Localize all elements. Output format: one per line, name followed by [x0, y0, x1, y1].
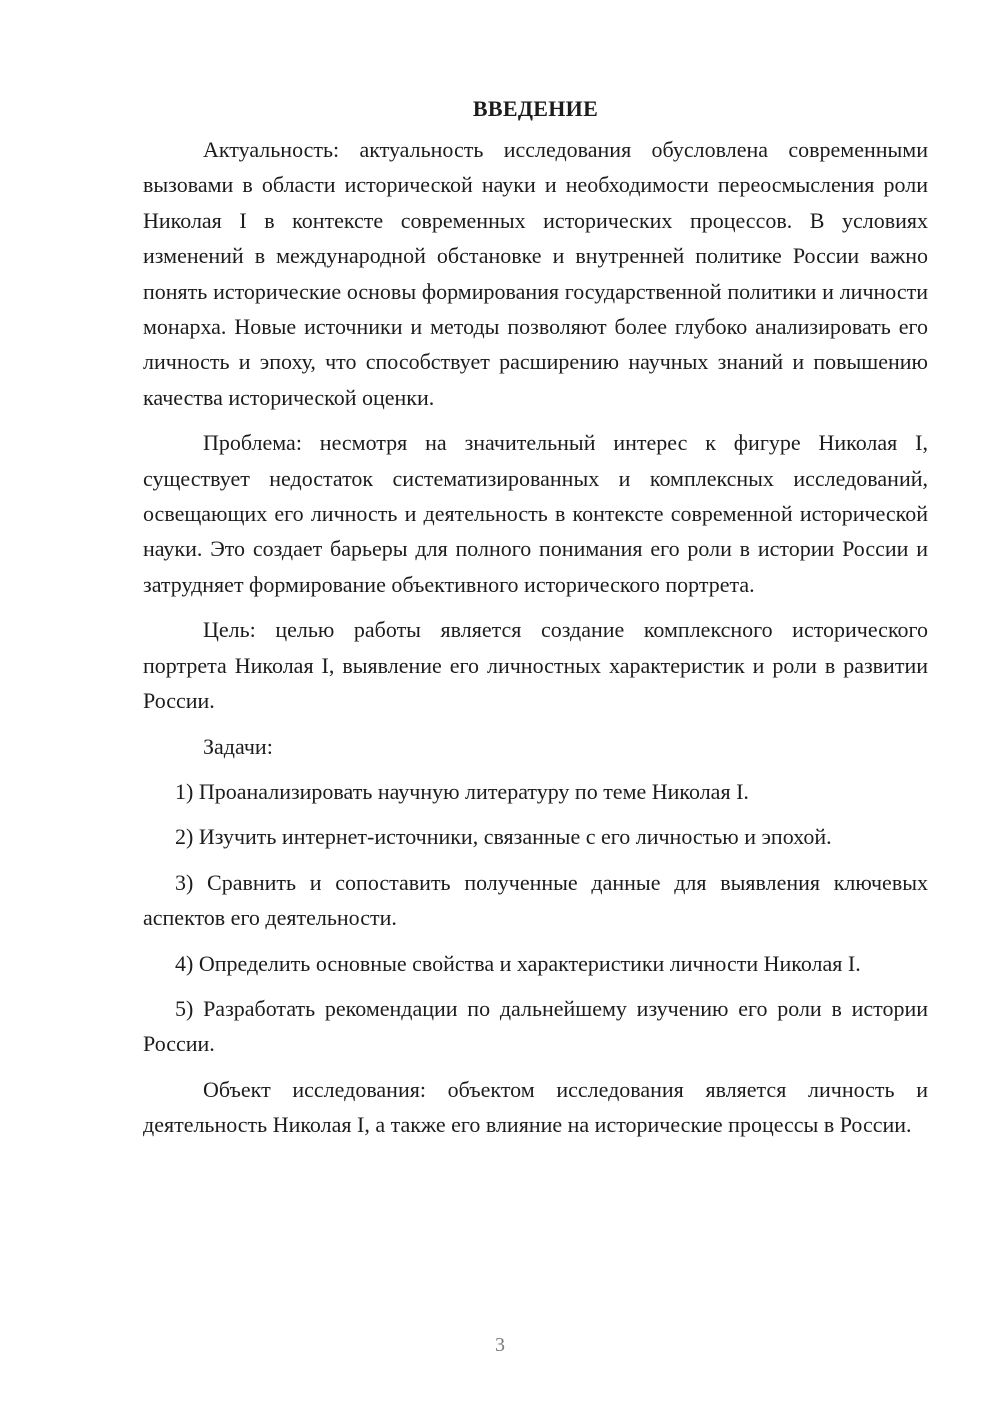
paragraph-relevance: Актуальность: актуальность исследования обусловлена современными вызовами в области исторической науки и необходимости переосмысления роли Николая I в контексте современных исторических процессов. В условиях изменений в международной обстановке и внутренней политике России важно понять исторические основы формирования государственной политики и личности монарха. Новые источники и методы позволяют более глубоко анализировать его личность и эпоху, что способствует расширению научных знаний и повышению качества исторической оценки. [143, 137, 928, 410]
list-item: 2) Изучить интернет-источники, связанные с его личностью и эпохой. [175, 824, 832, 850]
list-item: 5) Разработать рекомендации по дальнейшему изучению его роли в истории России. [143, 995, 928, 1057]
tasks-list [143, 774, 928, 1062]
paragraph-goal: Цель: целью работы является создание комплексного исторического портрета Николая I, выявление его личностных характеристик и роли в развитии России. [143, 617, 928, 714]
tasks-heading: Задачи: [203, 733, 273, 759]
list-item: 4) Определить основные свойства и характеристики личности Николая I. [175, 950, 861, 976]
list-item: 1) Проанализировать научную литературу по теме Николая I. [175, 778, 749, 804]
section-title: ВВЕДЕНИЕ [472, 96, 599, 121]
page-number: 3 [495, 1334, 505, 1356]
document-page [143, 92, 928, 1153]
list-item: 3) Сравнить и сопоставить полученные данные для выявления ключевых аспектов его деятельности. [143, 869, 928, 931]
paragraph-problem: Проблема: несмотря на значительный интерес к фигуре Николая I, существует недостаток систематизированных и комплексных исследований, освещающих его личность и деятельность в контексте современной исторической науки. Это создает барьеры для полного понимания его роли в истории России и затрудняет формирование объективного исторического портрета. [143, 430, 928, 597]
paragraph-object: Объект исследования: объектом исследования является личность и деятельность Николая I, а также его влияние на исторические процессы в России. [143, 1076, 928, 1138]
